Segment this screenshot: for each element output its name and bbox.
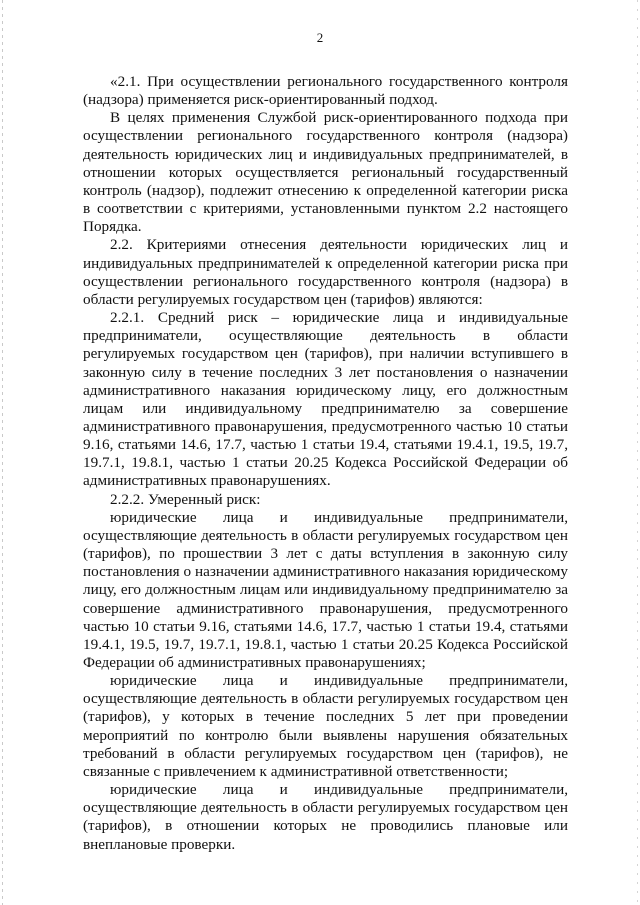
paragraph-2-2: 2.2. Критериями отнесения деятельности юридических лиц и индивидуальных предпринимателей к определенной категории риска при осуществлении регионального государственного контроля (надзора) в области регулируемых государством цен (тарифов) являются: xyxy=(83,236,568,308)
paragraph-2-2-1: 2.2.1. Средний риск – юридические лица и индивидуальные предприниматели, осуществляющие деятельность в области регулируемых государством цен (тарифов), при наличии вступившего в законную силу в течение последних 3 лет постановления о назначении административного наказания юридическому лицу, его должностным лицам или индивидуальному предпринимателю за совершение административного правонарушения, предусмотренного частью 10 статьи 9.16, статьями 14.6, 17.7, частью 1 статьи 19.4, статьями 19.4.1, 19.5, 19.7, 19.7.1, 19.8.1, частью 1 статьи 20.25 Кодекса Российской Федерации об административных правонарушениях. xyxy=(83,309,568,490)
scan-edge-left xyxy=(2,0,3,905)
paragraph-moderate-risk-item-2: юридические лица и индивидуальные предприниматели, осуществляющие деятельность в области регулируемых государством цен (тарифов), у которых в течение последних 5 лет при проведении мероприятий по контролю были выявлены нарушения обязательных требований в области регулируемых государством цен (тарифов), не связанные с привлечением к административной ответственности; xyxy=(83,672,568,780)
document-body xyxy=(83,73,568,854)
paragraph-moderate-risk-item-1: юридические лица и индивидуальные предприниматели, осуществляющие деятельность в области регулируемых государством цен (тарифов), по прошествии 3 лет с даты вступления в законную силу постановления о назначении административного наказания юридическому лицу, его должностным лицам или индивидуальному предпринимателю за совершение административного правонарушения, предусмотренного частью 10 статьи 9.16, статьями 14.6, 17.7, частью 1 статьи 19.4, статьями 19.4.1, 19.5, 19.7, 19.7.1, 19.8.1, частью 1 статьи 20.25 Кодекса Российской Федерации об административных правонарушениях; xyxy=(83,508,568,671)
paragraph-moderate-risk-item-3: юридические лица и индивидуальные предприниматели, осуществляющие деятельность в области регулируемых государством цен (тарифов), в отношении которых не проводились плановые или внеплановые проверки. xyxy=(83,781,568,853)
paragraph-risk-approach: В целях применения Службой риск-ориентированного подхода при осуществлении регионального государственного контроля (надзора) деятельность юридических лиц и индивидуальных предпринимателей, в отношении которых осуществляется региональный государственный контроль (надзор), подлежит отнесению к определенной категории риска в соответствии с критериями, установленными пунктом 2.2 настоящего Порядка. xyxy=(83,109,568,236)
page-number: 2 xyxy=(316,30,324,45)
paragraph-2-1: «2.1. При осуществлении регионального государственного контроля (надзора) применяется риск-ориентированный подход. xyxy=(83,73,568,109)
paragraph-2-2-2: 2.2.2. Умеренный риск: xyxy=(110,490,261,508)
scan-edge-right xyxy=(637,0,638,905)
